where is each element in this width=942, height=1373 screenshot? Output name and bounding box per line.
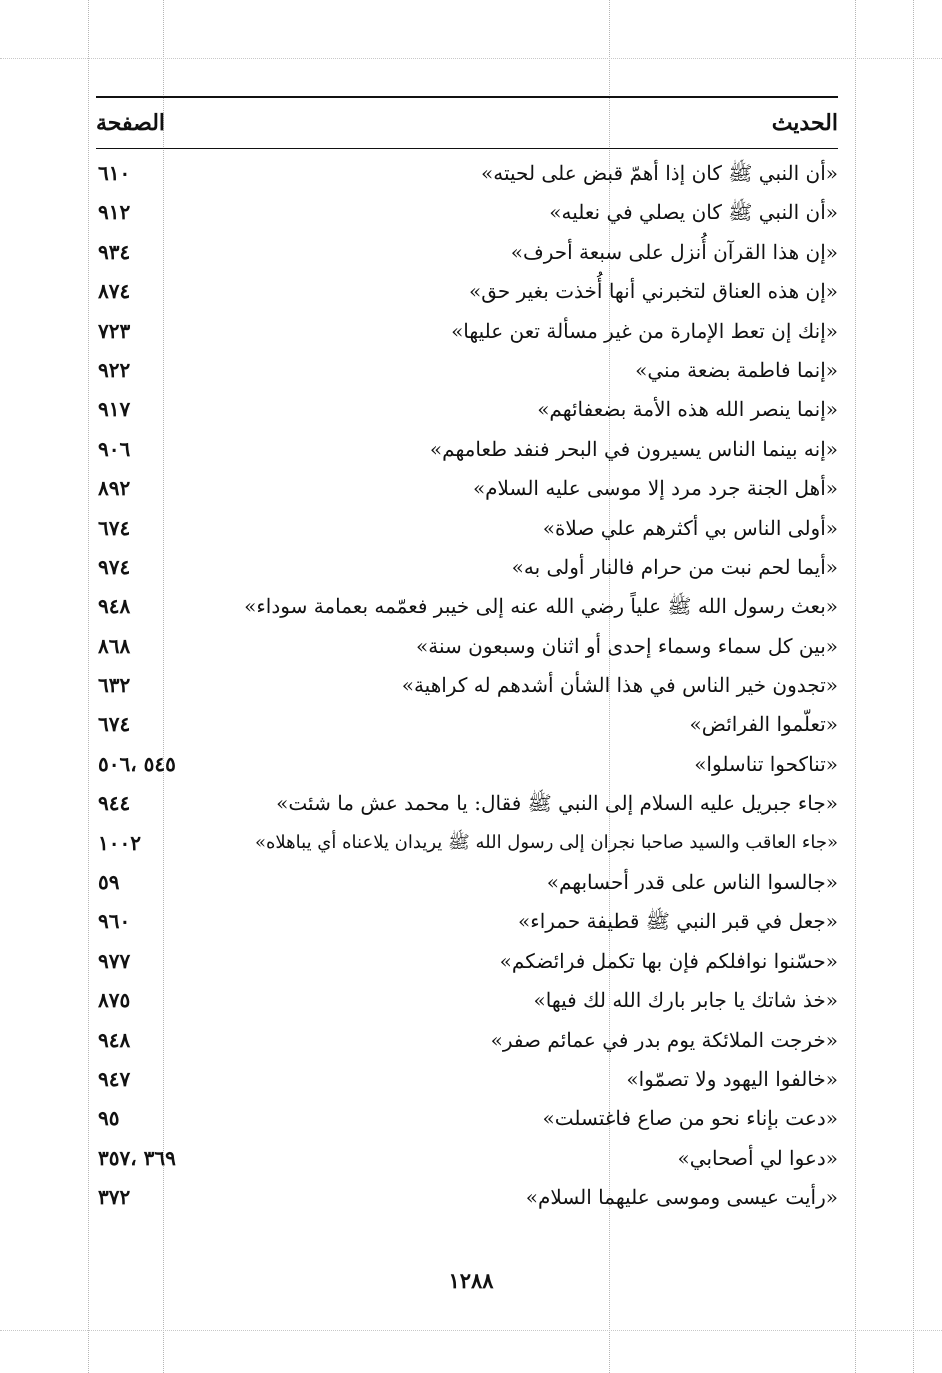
hadith-text: «جعل في قبر النبي ﷺ قطيفة حمراء» — [518, 909, 838, 934]
page-number: ٩٦٠ — [98, 909, 131, 934]
page-number: ٣٦٩ ،٣٥٧ — [98, 1145, 176, 1170]
page-number: ٦٧٤ — [98, 712, 131, 737]
index-row — [96, 943, 838, 982]
scan-guide-line — [88, 0, 89, 1373]
page-number: ٥٤٥ ،٥٠٦ — [98, 751, 176, 776]
page-number: ٧٢٣ — [98, 318, 131, 343]
index-row — [96, 431, 838, 470]
page-column-header: الصفحة — [96, 110, 166, 136]
hadith-index-list — [96, 155, 838, 1219]
index-row — [96, 903, 838, 942]
page-number: ٩٤٨ — [98, 1027, 131, 1052]
page-number: ٩٧٤ — [98, 554, 131, 579]
scan-guide-line — [0, 1330, 942, 1331]
page-number: ٩٠٦ — [98, 436, 131, 461]
scan-guide-line — [0, 58, 942, 59]
index-row — [96, 628, 838, 667]
page-number: ٩٣٤ — [98, 239, 131, 264]
page-number: ٩٤٧ — [98, 1066, 131, 1091]
hadith-text: «بعث رسول الله ﷺ علياً رضي الله عنه إلى خيبر فعمّمه بعمامة سوداء» — [244, 594, 838, 619]
hadith-text: «إنك إن تعط الإمارة من غير مسألة تعن عليها» — [451, 318, 838, 343]
hadith-text: «حسّنوا نوافلكم فإن بها تكمل فرائضكم» — [499, 948, 838, 973]
hadith-text: «إن هذه العناق لتخبرني أنها أُخذت بغير حق» — [468, 279, 838, 304]
hadith-text: «رأيت عيسى وموسى عليهما السلام» — [525, 1185, 838, 1210]
index-row — [96, 273, 838, 312]
hadith-text: «أولى الناس بي أكثرهم علي صلاة» — [542, 515, 838, 540]
hadith-text: «أن النبي ﷺ كان إذا أهمّ قبض على لحيته» — [481, 161, 838, 185]
page-number: ٨٩٢ — [98, 476, 131, 501]
hadith-text: «أهل الجنة جرد مرد إلا موسى عليه السلام» — [472, 476, 838, 501]
index-row — [96, 1022, 838, 1061]
page-number: ٦١٠ — [98, 161, 131, 185]
index-row — [96, 982, 838, 1021]
index-row — [96, 194, 838, 233]
header-rule — [96, 148, 838, 149]
hadith-text: «تعلّموا الفرائض» — [689, 712, 838, 737]
index-row — [96, 391, 838, 430]
hadith-text: «دعوا لي أصحابي» — [677, 1145, 838, 1170]
scan-guide-line — [913, 0, 914, 1373]
page-number: ٩٧٧ — [98, 948, 131, 973]
index-row — [96, 588, 838, 627]
index-row — [96, 470, 838, 509]
page-number: ٩١٧ — [98, 397, 131, 422]
index-row — [96, 1061, 838, 1100]
hadith-text: «إن هذا القرآن أُنزل على سبعة أحرف» — [510, 239, 838, 264]
hadith-text: «أن النبي ﷺ كان يصلي في نعليه» — [549, 200, 838, 225]
page-number: ٦٣٢ — [98, 673, 131, 698]
index-row — [96, 746, 838, 785]
hadith-text: «جالسوا الناس على قدر أحسابهم» — [546, 870, 838, 895]
hadith-text: «جاء العاقب والسيد صاحبا نجران إلى رسول الله ﷺ يريدان يلاعناه أي يباهلاه» — [254, 831, 838, 853]
page-number: ٩١٢ — [98, 200, 131, 225]
index-row — [96, 234, 838, 273]
hadith-text: «إنما ينصر الله هذه الأمة بضعفائهم» — [537, 397, 838, 422]
page-number: ٣٧٢ — [98, 1185, 131, 1210]
page-number: ٩٥ — [98, 1106, 120, 1131]
page-number: ٩٤٨ — [98, 594, 131, 619]
hadith-text: «خالفوا اليهود ولا تصمّوا» — [626, 1066, 838, 1091]
hadith-text: «خذ شاتك يا جابر بارك الله لك فيها» — [533, 988, 838, 1013]
page-number: ٥٩ — [98, 870, 120, 895]
index-row — [96, 1140, 838, 1179]
index-row — [96, 706, 838, 745]
index-row — [96, 785, 838, 824]
hadith-text: «أيما لحم نبت من حرام فالنار أولى به» — [511, 554, 838, 579]
index-row — [96, 1179, 838, 1218]
page-number: ٩٢٢ — [98, 357, 131, 382]
page-footer-number: ١٢٨٨ — [448, 1268, 494, 1293]
index-row — [96, 352, 838, 391]
hadith-text: «دعت بإناء نحو من صاع فاغتسلت» — [542, 1106, 838, 1131]
page-number: ٨٧٥ — [98, 988, 131, 1013]
hadith-column-header: الحديث — [771, 110, 838, 136]
index-row — [96, 1100, 838, 1139]
index-row — [96, 510, 838, 549]
page-number: ٩٤٤ — [98, 791, 131, 816]
page-number: ٨٧٤ — [98, 279, 131, 304]
hadith-text: «خرجت الملائكة يوم بدر في عمائم صفر» — [490, 1027, 838, 1052]
index-row — [96, 825, 838, 864]
index-row — [96, 155, 838, 194]
index-page — [96, 96, 838, 1219]
page-number: ١٠٠٢ — [98, 830, 141, 855]
index-row — [96, 313, 838, 352]
scan-guide-line — [855, 0, 856, 1373]
hadith-text: «جاء جبريل عليه السلام إلى النبي ﷺ فقال: يا محمد عش ما شئت» — [276, 791, 838, 816]
page-number: ٨٦٨ — [98, 633, 131, 658]
hadith-text: «إنما فاطمة بضعة مني» — [635, 357, 838, 382]
hadith-text: «تناكحوا تناسلوا» — [694, 751, 838, 776]
index-row — [96, 864, 838, 903]
page-number: ٦٧٤ — [98, 515, 131, 540]
index-row — [96, 549, 838, 588]
hadith-text: «تجدون خير الناس في هذا الشأن أشدهم له كراهية» — [401, 673, 838, 698]
hadith-text: «إنه بينما الناس يسيرون في البحر فنفد طعامهم» — [429, 436, 838, 461]
hadith-text: «بين كل سماء وسماء إحدى أو اثنان وسبعون سنة» — [416, 633, 838, 658]
table-header — [96, 98, 838, 148]
index-row — [96, 667, 838, 706]
